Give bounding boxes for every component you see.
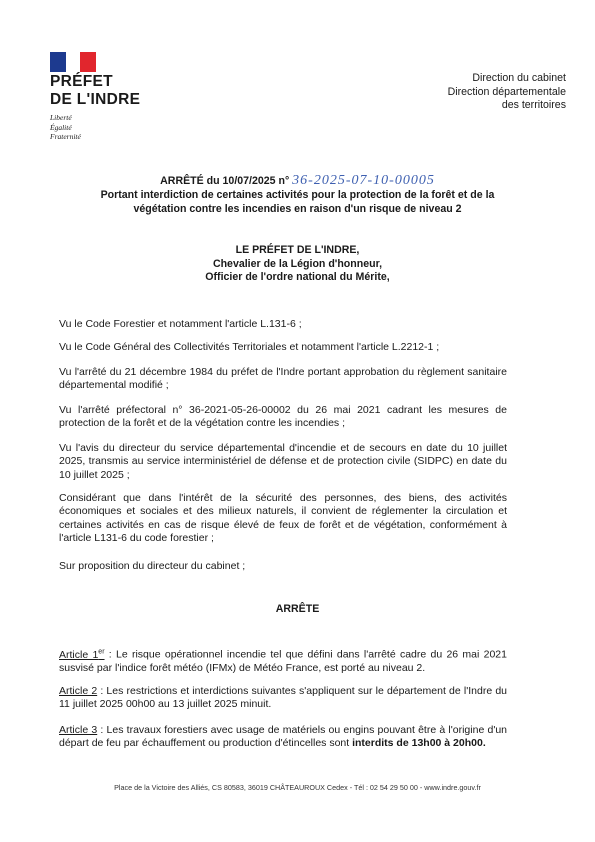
visa-arrete-1984: Vu l'arrêté du 21 décembre 1984 du préfet de l'Indre portant approbation du règlement sanitaire départemental modifié ; [59,366,507,392]
motto-fraternite: Fraternité [50,132,81,141]
article-1-label: Article 1er [59,648,105,661]
visa-avis-sdis: Vu l'avis du directeur du service départemental d'incendie et de secours en date du 10 juillet 2025, transmis au service interministériel de défense et de protection civile (SIDPC) en date du 10 juillet 2025 ; [59,442,507,481]
visa-arrete-2021: Vu l'arrêté préfectoral n° 36-2021-05-26-00002 du 26 mai 2021 cadrant les mesures de protection de la forêt et de la végétation contre les incendies ; [59,404,507,430]
decree-label: ARRÊTÉ du 10/07/2025 n° [160,175,290,187]
article-3-label: Article 3 [59,724,98,736]
department-ddt-line1: Direction départementale [447,85,566,98]
decree-title [0,174,595,216]
issuing-departments [448,72,566,113]
article-1 [59,645,507,675]
prefect-name: LE PRÉFET DE L'INDRE, [235,244,360,256]
article-1-text: : Le risque opérationnel incendie tel que défini dans l'arrêté cadre du 26 mai 2021 susvisé par l'indice forêt météo (IFMx) de Météo France, est porté au niveau 2. [59,648,507,674]
motto-liberte: Liberté [50,113,72,122]
considerant: Considérant que dans l'intérêt de la sécurité des personnes, des biens, des activités économiques et sociales et des milieux naturels, il convient de réglementer la circulation et certaines activités en cas de risque élevé de feux de forêt et de végétation, conformément à l'article L131-6 du code forestier ; [59,492,507,545]
sur-proposition: Sur proposition du directeur du cabinet ; [59,560,246,572]
prefecture-logo [50,52,170,142]
decree-subtitle-line1: Portant interdiction de certaines activités pour la protection de la forêt et de la [100,189,495,201]
prefect-titles [0,244,595,285]
article-3-text: : Les travaux forestiers avec usage de matériels ou engins pouvant être à l'origine d'un départ de feu par échauffement ou production d'étincelles sont [59,724,508,750]
logo-line-indre: DE L'INDRE [50,91,141,108]
visa-cgct: Vu le Code Général des Collectivités Territoriales et notamment l'article L.2212-1 ; [59,341,440,353]
article-2 [59,685,507,712]
decree-subtitle-line2: végétation contre les incendies en raison d'un risque de niveau 2 [133,203,462,215]
department-ddt-line2: des territoires [501,99,566,111]
prefect-title-legion: Chevalier de la Légion d'honneur, [212,257,383,270]
department-cabinet: Direction du cabinet [472,72,566,84]
marianne-flag-logo [50,52,96,72]
article-3-bold-hours: interdits de 13h00 à 20h00. [352,737,486,750]
article-2-text: : Les restrictions et interdictions suivantes s'appliquent sur le département de l'Indre du 11 juillet 2025 00h00 au 13 juillet 2025 minuit. [59,685,507,711]
visa-code-forestier: Vu le Code Forestier et notamment l'article L.131-6 ; [59,318,302,330]
logo-line-prefet: PRÉFET [50,73,113,90]
article-2-label: Article 2 [59,685,98,697]
page-footer-address: Place de la Victoire des Alliés, CS 80583, 36019 CHÂTEAUROUX Cedex - Tél : 02 54 29 50 00 - www.indre.gouv.fr [114,783,481,792]
decree-number-handwritten: 36-2025-07-10-00005 [292,173,435,188]
decree-reference [0,174,595,188]
prefect-title-merite: Officier de l'ordre national du Mérite, [205,271,390,283]
republic-motto [50,113,170,142]
arrete-heading: ARRÊTE [275,603,320,615]
article-3 [59,724,507,751]
motto-egalite: Égalité [50,122,72,132]
